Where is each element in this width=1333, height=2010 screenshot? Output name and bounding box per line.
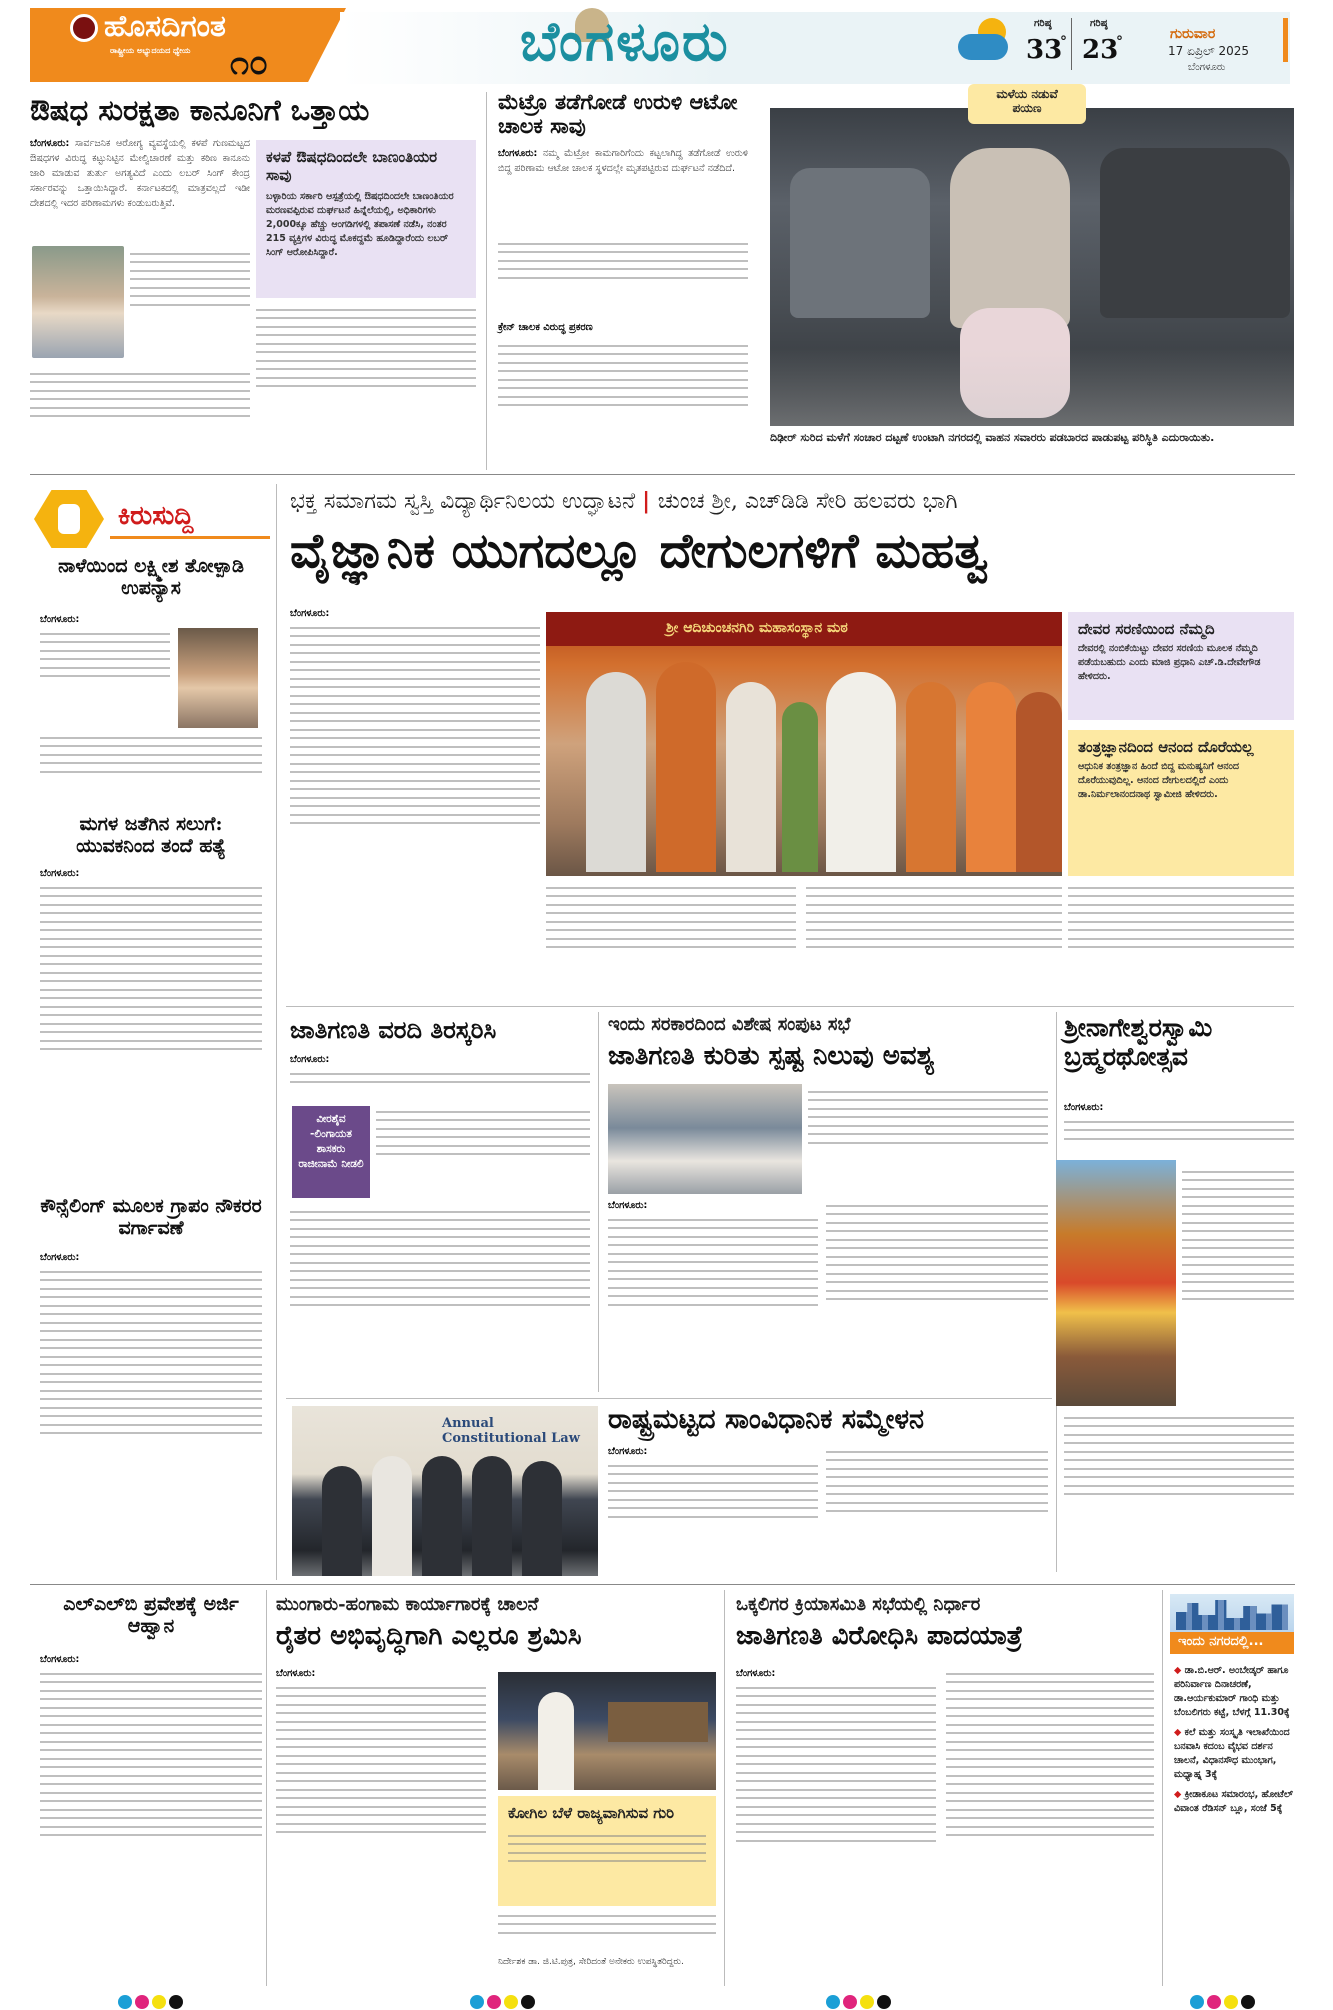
kirusuddi-item2-dateline: ಬೆಂಗಳೂರು:	[40, 868, 80, 879]
kirusuddi-item3-text	[40, 1264, 262, 1578]
city-today-item: ◆ ಕಲೆ ಮತ್ತು ಸಂಸ್ಕೃತಿ ಇಲಾಖೆಯಿಂದ ಬನವಾಸಿ ಕದಂಬ ವೈಭವ ದರ್ಶನ ಚಾಲನೆ, ವಿಧಾನಸೌಧ ಮುಂಭಾಗ, ಮಧ್ಯಾಹ್ನ 3ಕ್ಕೆ	[1174, 1727, 1290, 1780]
max-temp-label: ಗರಿಷ್ಠ	[1034, 18, 1052, 29]
kirusuddi-title: ಕಿರುಸುದ್ದಿ	[118, 501, 194, 531]
city-today-header	[1170, 1594, 1294, 1654]
city-today-item-text: ಕ್ರೀಡಾಕೂಟ ಸಮಾರಂಭ, ಹೋಟೆಲ್ ವಿವಾಂತ ರೆಡಿಸನ್ ಬ್ಲೂ, ಸಂಜೆ 5ಕ್ಕೆ	[1174, 1789, 1294, 1814]
kirusuddi-item2-headline: ಮಗಳ ಜತೆಗಿನ ಸಲುಗೆ: ಯುವಕನಿಂದ ತಂದೆ ಹತ್ಯೆ	[76, 813, 226, 857]
print-registration-marks	[118, 1994, 186, 2010]
cabinet-kicker: ಇಂದು ಸರಕಾರದಿಂದ ವಿಶೇಷ ಸಂಪುಟ ಸಭೆ	[608, 1014, 851, 1035]
constitution-banner-text: Annual Constitutional Law	[442, 1416, 580, 1446]
story1-infobox-title: ಕಳಪೆ ಔಷಧದಿಂದಲೇ ಬಾಣಂತಿಯರ ಸಾವು	[266, 148, 438, 184]
farmers-caption: ನಿರ್ದೇಶಕ ಡಾ. ಜಿ.ಟಿ.ಪುತ್ರ, ಸೇರಿದಂತೆ ಅನೇಕರು ಉಪಸ್ಥಿತರಿದ್ದರು.	[498, 1957, 684, 1967]
lead-text-col2	[546, 880, 796, 1002]
city-today-item: ◆ ಕ್ರೀಡಾಕೂಟ ಸಮಾರಂಭ, ಹೋಟೆಲ್ ವಿವಾಂತ ರೆಡಿಸನ್ ಬ್ಲೂ, ಸಂಜೆ 5ಕ್ಕೆ	[1174, 1789, 1294, 1814]
lead-sidebox1	[1068, 612, 1294, 720]
cabinet-dateline: ಬೆಂಗಳೂರು:	[608, 1200, 648, 1211]
rain-photo-badge	[968, 84, 1086, 124]
lead-sidebox2-title: ತಂತ್ರಜ್ಞಾನದಿಂದ ಆನಂದ ದೊರೆಯಲ್ಲ	[1078, 738, 1254, 756]
rain-badge-line1: ಮಳೆಯ ನಡುವೆ	[996, 87, 1058, 101]
nageshwara-text-a	[1064, 1114, 1294, 1160]
cabinet-photo	[608, 1084, 802, 1194]
constitution-photo	[292, 1406, 598, 1576]
max-temp: 33	[1026, 35, 1063, 65]
section-banner	[340, 9, 1290, 84]
kirusuddi-item1-text2	[40, 730, 262, 810]
farmers-dateline: ಬೆಂಗಳೂರು:	[276, 1668, 316, 1679]
story1-text-a	[130, 246, 250, 361]
max-temp-degree: °	[1060, 34, 1067, 50]
city-name: ಬೆಂಗಳೂರು	[1188, 62, 1226, 73]
okkaliga-text-b	[946, 1666, 1154, 1980]
farmers-headline: ರೈತರ ಅಭಿವೃದ್ಧಿಗಾಗಿ ಎಲ್ಲರೂ ಶ್ರಮಿಸಿ	[276, 1621, 582, 1651]
caste1-pullquote	[292, 1106, 370, 1198]
story2-body	[498, 146, 748, 236]
story1-lead: ಸಾರ್ವಜನಿಕ ಆರೋಗ್ಯ ವ್ಯವಸ್ಥೆಯಲ್ಲಿ ಕಳಪೆ ಗುಣಮಟ್ಟದ ಔಷಧಗಳ ವಿರುದ್ಧ ಕಟ್ಟುನಿಟ್ಟಿನ ಮೇಲ್ವಿಚಾರಣೆ ಮತ್ತು ಕಠಿಣ ಕಾನೂನು ಜಾರಿ ಮಾಡುವ ತುರ್ತು ಅಗತ್ಯವಿದೆ ಎಂದು ಲಬರ್ ಸಿಂಗ್ ಕೇಂದ್ರ ಸರ್ಕಾರವನ್ನು ಒತ್ತಾಯಿಸಿದ್ದಾರೆ. ಕರ್ನಾಟಕದಲ್ಲಿ ಮಾತ್ರವಲ್ಲದೆ ಇಡೀ ದೇಶದಲ್ಲಿ ಇದರ ಪರಿಣಾಮಗಳು ಕಂಡುಬರುತ್ತಿವೆ.	[30, 138, 250, 209]
kirusuddi-item3-headline: ಕೌನ್ಸೆಲಿಂಗ್ ಮೂಲಕ ಗ್ರಾಪಂ ನೌಕರರ ವರ್ಗಾವಣೆ	[40, 1195, 262, 1239]
logo-tagline: ರಾಷ್ಟ್ರೀಯ ಅಭ್ಯುದಯದ ಧ್ಯೇಯ	[110, 46, 191, 55]
constitution-dateline: ಬೆಂಗಳೂರು:	[608, 1446, 648, 1457]
cabinet-text-a	[808, 1084, 1048, 1194]
logo-text: ಹೊಸದಿಗಂತ	[104, 9, 226, 44]
okkaliga-dateline: ಬೆಂಗಳೂರು:	[736, 1668, 776, 1679]
farmers-kicker: ಮುಂಗಾರು-ಹಂಗಾಮ ಕಾರ್ಯಾಗಾರಕ್ಕೆ ಚಾಲನೆ	[276, 1594, 539, 1615]
okkaliga-text-a	[736, 1680, 936, 1980]
story1-infobox	[256, 140, 476, 298]
lead-text-col3	[806, 880, 1062, 1002]
caste1-pullquote-text: ವೀರಶೈವ -ಲಿಂಗಾಯತ ಶಾಸಕರು ರಾಜೀನಾಮೆ ನೀಡಲಿ	[298, 1113, 364, 1170]
story1-body-col1	[30, 136, 250, 256]
cabinet-text-c	[826, 1198, 1048, 1392]
accent-bar	[1283, 18, 1288, 62]
lead-photo-banner-text: ಶ್ರೀ ಆದಿಚುಂಚನಗಿರಿ ಮಹಾಸಂಸ್ಥಾನ ಮಠ	[666, 620, 848, 636]
lead-dateline: ಬೆಂಗಳೂರು:	[290, 608, 330, 619]
lead-sidebox2-text: ಆಧುನಿಕ ತಂತ್ರಜ್ಞಾನ ಹಿಂದೆ ಬಿದ್ದ ಮನುಷ್ಯನಿಗೆ ಆನಂದ ದೊರೆಯುವುದಿಲ್ಲ. ಆನಂದ ದೇಗುಲದಲ್ಲಿದೆ ಎಂದು ಡಾ.ನಿರ್ಮಲಾನಂದನಾಥ ಸ್ವಾಮೀಜಿ ಹೇಳಿದರು.	[1078, 761, 1239, 800]
kirusuddi-person-photo	[178, 628, 258, 728]
car-shape	[790, 168, 930, 318]
cabinet-text-b	[608, 1212, 818, 1392]
city-today-list	[1174, 1664, 1294, 1816]
lead-kicker	[290, 488, 1294, 515]
kirusuddi-header	[30, 490, 270, 548]
farmers-infobox-title: ಕೋಗಿಲ ಬೆಳೆ ರಾಜ್ಯವಾಗಿಸುವ ಗುರಿ	[508, 1804, 675, 1822]
farmers-infobox	[498, 1796, 716, 1906]
lead-sidebox1-title: ದೇವರ ಸರಣಿಯಿಂದ ನೆಮ್ಮದಿ	[1078, 620, 1215, 638]
constitution-headline: ರಾಷ್ಟ್ರಮಟ್ಟದ ಸಾಂವಿಧಾನಿಕ ಸಮ್ಮೇಳನ	[608, 1404, 925, 1435]
story2-headline: ಮೆಟ್ರೊ ತಡೆಗೋಡೆ ಉರುಳಿ ಆಟೋ ಚಾಲಕ ಸಾವು	[498, 89, 738, 139]
caste1-text-b	[376, 1104, 590, 1204]
nageshwara-dateline: ಬೆಂಗಳೂರು:	[1064, 1102, 1104, 1113]
caste1-text-a	[290, 1066, 590, 1102]
kirusuddi-item1-text	[40, 626, 170, 726]
city-today-item: ◆ ಡಾ.ಬಿ.ಆರ್. ಅಂಬೇಡ್ಕರ್ ಹಾಗೂ ಪರಿನಿರ್ವಾಣ ದಿನಾಚರಣೆ, ಡಾ.ಆರ್ಯಕುಮಾರ್ ಗಾಂಧಿ ಮತ್ತು ಬೆಂಬಲಿಗರು ಕಟ್ಟೆ, ಬೆಳಗ್ಗೆ 11.30ಕ್ಕೆ	[1174, 1665, 1290, 1718]
city-today-item-text: ಡಾ.ಬಿ.ಆರ್. ಅಂಬೇಡ್ಕರ್ ಹಾಗೂ ಪರಿನಿರ್ವಾಣ ದಿನಾಚರಣೆ, ಡಾ.ಆರ್ಯಕುಮಾರ್ ಗಾಂಧಿ ಮತ್ತು ಬೆಂಬಲಿಗರು ಕಟ್ಟೆ, ಬೆಳಗ್ಗೆ 11.30ಕ್ಕೆ	[1174, 1665, 1290, 1718]
city-today-title: ಇಂದು ನಗರದಲ್ಲಿ...	[1178, 1634, 1264, 1649]
lead-kicker-text2: ಚುಂಚ ಶ್ರೀ, ಎಚ್‌ಡಿಡಿ ಸೇರಿ ಹಲವರು ಭಾಗಿ	[657, 489, 958, 514]
lead-headline: ವೈಜ್ಞಾನಿಕ ಯುಗದಲ್ಲೂ ದೇಗುಲಗಳಿಗೆ ಮಹತ್ವ	[290, 523, 989, 579]
story2-text-a	[498, 236, 748, 320]
llb-headline: ಎಲ್‌ಎಲ್‌ಬಿ ಪ್ರವೇಶಕ್ಕೆ ಅರ್ಜಿ ಆಹ್ವಾನ	[63, 1593, 239, 1637]
story1-text-c	[256, 302, 476, 468]
nageshwara-text-c	[1064, 1410, 1294, 1570]
story2-text-b	[498, 338, 748, 470]
okkaliga-kicker: ಒಕ್ಕಲಿಗರ ಕ್ರಿಯಾಸಮಿತಿ ಸಭೆಯಲ್ಲಿ ನಿರ್ಧಾರ	[736, 1594, 981, 1615]
story1-text-b	[30, 366, 250, 466]
okkaliga-headline: ಜಾತಿಗಣತಿ ವಿರೋಧಿಸಿ ಪಾದಯಾತ್ರೆ	[736, 1621, 1023, 1651]
kicker-separator: |	[642, 488, 658, 514]
kirusuddi-item1-dateline: ಬೆಂಗಳೂರು:	[40, 614, 80, 625]
constitution-text-b	[826, 1444, 1048, 1572]
lead-photo-banner	[546, 612, 1062, 646]
farmers-text-b	[498, 1908, 716, 1954]
caste1-text-c	[290, 1204, 590, 1390]
day-name: ಗುರುವಾರ	[1170, 26, 1216, 42]
city-today-item-text: ಕಲೆ ಮತ್ತು ಸಂಸ್ಕೃತಿ ಇಲಾಖೆಯಿಂದ ಬನವಾಸಿ ಕದಂಬ ವೈಭವ ದರ್ಶನ ಚಾಲನೆ, ವಿಧಾನಸೌಧ ಮುಂಭಾಗ, ಮಧ್ಯಾಹ್ನ 3ಕ್ಕೆ	[1174, 1727, 1290, 1780]
story1-dateline: ಬೆಂಗಳೂರು:	[30, 138, 70, 149]
nageshwara-headline: ಶ್ರೀನಾಗೇಶ್ವರಸ್ವಾಮಿ ಬ್ರಹ್ಮರಥೋತ್ಸವ	[1064, 1013, 1213, 1071]
caste1-dateline: ಬೆಂಗಳೂರು:	[290, 1054, 330, 1065]
kirusuddi-item1-headline: ನಾಳೆಯಿಂದ ಲಕ್ಷ್ಮೀಶ ತೋಳ್ಪಾಡಿ ಉಪನ್ಯಾಸ	[58, 555, 244, 599]
masthead	[0, 0, 1333, 84]
kirusuddi-item3-dateline: ಬೆಂಗಳೂರು:	[40, 1252, 80, 1263]
story1-infobox-text: ಬಳ್ಳಾರಿಯ ಸರ್ಕಾರಿ ಆಸ್ಪತ್ರೆಯಲ್ಲಿ ಔಷಧದಿಂದಲೇ ಬಾಣಂತಿಯರ ಮರಣವಪ್ಪಿರುವ ದುರ್ಘಟನೆ ಹಿನ್ನೆಲೆಯಲ್ಲಿ, ಅಧಿಕಾರಿಗಳು 2,000ಕ್ಕೂ ಹೆಚ್ಚು ಆಂಗಡಿಗಳಲ್ಲಿ ತಪಾಸಣೆ ನಡೆಸಿ, ನಂತರ 215 ವ್ಯಕ್ತಿಗಳ ವಿರುದ್ಧ ಮೊಕದ್ದಮೆ ಹೂಡಿದ್ದಾರೆಂದು ಲಬರ್ ಸಿಂಗ್ ಆರೋಪಿಸಿದ್ದಾರೆ.	[266, 191, 454, 258]
page-number: ೧೦	[230, 43, 269, 83]
rider-shape	[950, 148, 1070, 328]
rain-photo	[770, 108, 1294, 426]
section-title: ಬೆಂಗಳೂರು	[520, 9, 730, 73]
print-registration-marks	[470, 1994, 538, 2010]
lead-sidebox2	[1068, 730, 1294, 876]
rain-photo-caption: ದಿಢೀರ್ ಸುರಿದ ಮಳೆಗೆ ಸಂಚಾರ ದಟ್ಟಣೆ ಉಂಟಾಗಿ ನಗರದಲ್ಲಿ ವಾಹನ ಸವಾರರು ಪಡಬಾರದ ಪಾಡುಪಟ್ಟ ಪರಿಸ್ಥಿತಿ ಎದುರಾಯಿತು.	[770, 431, 1215, 444]
llb-text	[40, 1666, 262, 1984]
lead-photo	[546, 612, 1062, 876]
print-registration-marks	[1190, 1994, 1258, 2010]
cabinet-headline: ಜಾತಿಗಣತಿ ಕುರಿತು ಸ್ಪಷ್ಟ ನಿಲುವು ಅವಶ್ಯ	[608, 1041, 935, 1071]
constitution-text-a	[608, 1458, 818, 1572]
issue-date: 17 ಏಪ್ರಿಲ್ 2025	[1168, 44, 1250, 58]
city-skyline-icon	[1176, 1600, 1288, 1630]
nageshwara-chariot-photo	[1056, 1160, 1176, 1406]
story1-person-photo	[32, 246, 124, 358]
min-temp-label: ಗರಿಷ್ಠ	[1090, 18, 1108, 29]
lead-sidebox1-text: ದೇವರಲ್ಲಿ ನಂಬಿಕೆಯಿಟ್ಟು ದೇವರ ಸರಣಿಯ ಮೂಲಕ ನೆಮ್ಮದಿ ಪಡೆಯಬಹುದು ಎಂದು ಮಾಜಿ ಪ್ರಧಾನಿ ಎಚ್.ಡಿ.ದೇವೇಗೌಡ ಹೇಳಿದರು.	[1078, 643, 1261, 682]
min-temp-degree: °	[1116, 34, 1123, 50]
nageshwara-text-b	[1182, 1164, 1294, 1408]
farmers-photo	[498, 1672, 716, 1790]
kirusuddi-item2-text	[40, 880, 262, 1192]
lead-kicker-text: ಭಕ್ತ ಸಮಾಗಮ ಸ್ವಸ್ತಿ ವಿದ್ಯಾರ್ಥಿನಿಲಯ ಉದ್ಘಾಟನೆ	[290, 489, 636, 514]
caste1-headline: ಜಾತಿಗಣತಿ ವರದಿ ತಿರಸ್ಕರಿಸಿ	[290, 1015, 497, 1044]
min-temp: 23	[1082, 35, 1119, 65]
story2-lead: ನಮ್ಮ ಮೆಟ್ರೋ ಕಾಮಗಾರಿಗೆಂದು ಕಟ್ಟಲಾಗಿದ್ದ ತಡೆಗೋಡೆ ಉರುಳಿ ಬಿದ್ದ ಪರಿಣಾಮ ಆಟೋ ಚಾಲಕ ಸ್ಥಳದಲ್ಲೇ ಮೃತಪಟ್ಟಿರುವ ದುರ್ಘಟನೆ ನಡೆದಿದೆ.	[498, 148, 748, 174]
story1-headline: ಔಷಧ ಸುರಕ್ಷತಾ ಕಾನೂನಿಗೆ ಒತ್ತಾಯ	[30, 93, 370, 127]
farmers-text-a	[276, 1680, 486, 1970]
llb-dateline: ಬೆಂಗಳೂರು:	[40, 1654, 80, 1665]
car-shape-right	[1100, 148, 1290, 318]
lead-text-col4	[1068, 880, 1294, 1002]
story2-dateline: ಬೆಂಗಳೂರು:	[498, 148, 538, 159]
logo-emblem-icon	[70, 14, 98, 42]
weather-icon	[958, 18, 1016, 62]
rain-badge-line2: ಪಯಣ	[1012, 101, 1042, 116]
print-registration-marks	[826, 1994, 894, 2010]
story2-subhead: ಕ್ರೇನ್ ಚಾಲಕ ವಿರುದ್ಧ ಪ್ರಕರಣ	[498, 322, 593, 333]
lead-text-col1	[290, 620, 540, 1000]
